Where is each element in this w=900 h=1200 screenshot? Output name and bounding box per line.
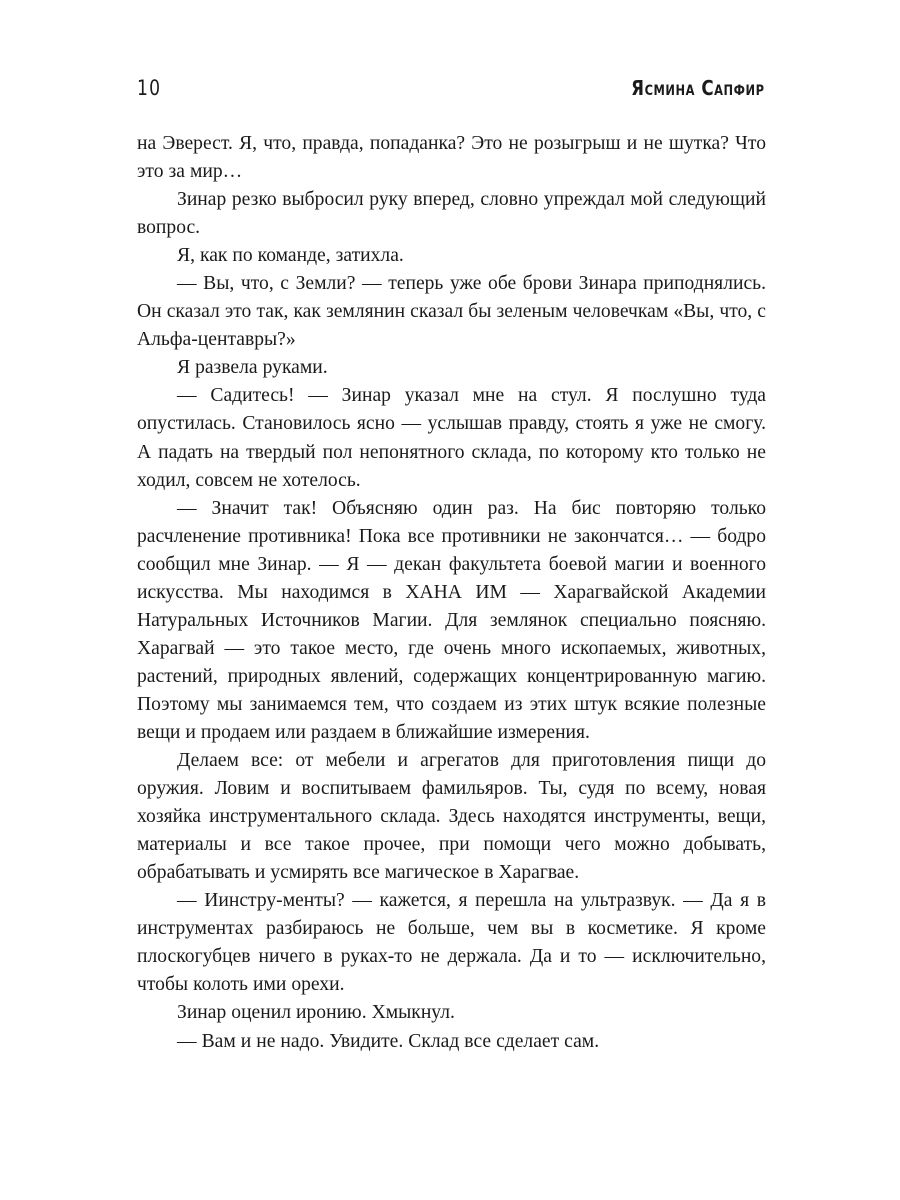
paragraph: Я развела руками. [177, 357, 328, 379]
body-text [137, 130, 766, 1056]
paragraph: — Садитесь! — Зинар указал мне на стул. Я послушно туда опустилась. Становилось ясно — услышав правду, стоять я уже не смогу. А падать на твердый пол непонятного склада, по которому кто только не ходил, совсем не хотелось. [137, 385, 766, 491]
author-name: Ясмина Сапфир [631, 76, 765, 101]
running-head [137, 78, 765, 108]
paragraph: Я, как по команде, затихла. [177, 245, 404, 267]
paragraph: Зинар оценил иронию. Хмыкнул. [177, 1002, 455, 1024]
paragraph: Зинар резко выбросил руку вперед, словно упреждал мой следующий вопрос. [137, 189, 766, 239]
paragraph: — Вам и не надо. Увидите. Склад все сделает сам. [177, 1030, 600, 1052]
paragraph: на Эверест. Я, что, правда, попаданка? Это не розыгрыш и не шутка? Что это за мир… [137, 133, 766, 183]
paragraph: — Иинстру-менты? — кажется, я перешла на ультразвук. — Да я в инструментах разбираюсь не больше, чем вы в косметике. Я кроме плоскогубцев ничего в руках-то не держала. Да и то — исключительно, чтобы колоть ими орехи. [137, 890, 766, 996]
page-number: 10 [137, 76, 162, 100]
paragraph: — Значит так! Объясняю один раз. На бис повторяю только расчленение противника! Пока все противники не закончатся… — бодро сообщил мне Зинар. — Я — декан факультета боевой магии и военного искусства. Мы находимся в ХАНА ИМ — Харагвайской Академии Натуральных Источников Магии. Для землянок специально поясняю. Харагвай — это такое место, где очень много ископаемых, животных, растений, природных явлений, содержащих концентрированную магию. Поэтому мы занимаемся тем, что создаем из этих штук всякие полезные вещи и продаем или раздаем в ближайшие измерения. [137, 497, 766, 743]
paragraph: — Вы, что, с Земли? — теперь уже обе брови Зинара приподнялись. Он сказал это так, как землянин сказал бы зеленым человечкам «Вы, что, с Альфа-центавры?» [137, 273, 766, 351]
paragraph: Делаем все: от мебели и агрегатов для приготовления пищи до оружия. Ловим и воспитываем фамильяров. Ты, судя по всему, новая хозяйка инструментального склада. Здесь находятся инструменты, вещи, материалы и все такое прочее, при помощи чего можно добывать, обрабатывать и усмирять все магическое в Харагвае. [137, 750, 766, 884]
